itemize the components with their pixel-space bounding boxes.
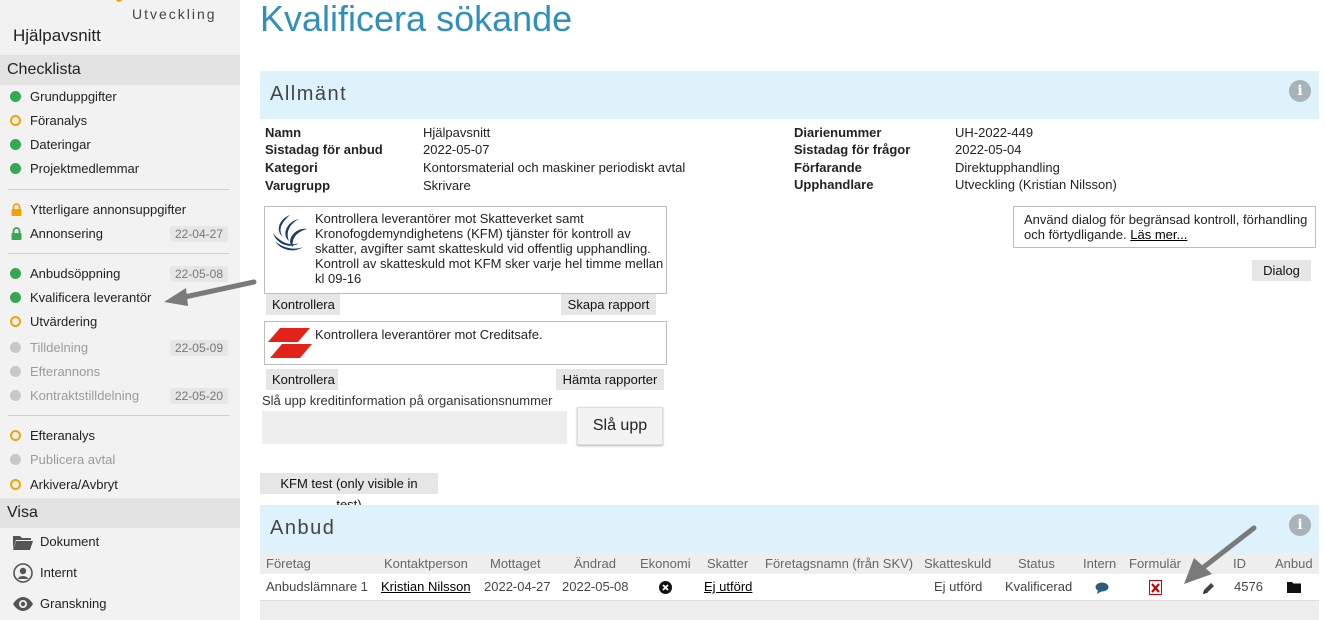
checklist-item-tilldelning[interactable]: Tilldelning 22-05-09	[10, 337, 228, 359]
checklist-item-kvalificera-leverantor[interactable]: Kvalificera leverantör	[10, 287, 228, 309]
checklist-item-annonsering[interactable]: Annonsering 22-04-27	[10, 223, 228, 245]
divider	[8, 415, 229, 416]
column-header[interactable]: Ekonomi	[640, 556, 691, 571]
cell-company: Anbudslämnare 1	[266, 579, 368, 594]
brand-label: Utveckling	[132, 6, 217, 22]
status-done-icon	[10, 268, 21, 279]
general-info-left: Namn Hjälpavsnitt Sistadag för anbud 2022-05-07 Kategori Kontorsmaterial och maskiner periodiskt avtal Varugrupp Skrivare	[265, 125, 686, 193]
date-badge: 22-05-09	[170, 340, 228, 356]
kfm-test-button[interactable]: KFM test (only visible in	[260, 473, 438, 494]
checklist-item-publicera-avtal[interactable]: Publicera avtal	[10, 449, 228, 471]
taxes-link[interactable]: Ej utförd	[704, 579, 753, 594]
column-header[interactable]: Företagsnamn (från SKV)	[765, 556, 914, 571]
checklist-item-dateringar[interactable]: Dateringar	[10, 134, 228, 156]
dialog-button[interactable]: Dialog	[1252, 260, 1311, 281]
info-icon[interactable]: i	[1289, 514, 1311, 536]
skatteverket-logo	[269, 211, 311, 253]
x-circle-icon[interactable]	[659, 581, 672, 594]
comment-icon[interactable]	[1095, 582, 1109, 594]
status-done-icon	[10, 91, 21, 102]
checklist-item-ytterligare-annonsuppgifter[interactable]: Ytterligare annonsuppgifter	[10, 199, 228, 221]
user-icon	[12, 563, 34, 583]
date-badge: 22-05-20	[170, 388, 228, 404]
checklist-item-grunduppgifter[interactable]: Grunduppgifter	[10, 86, 228, 108]
general-panel-header	[260, 71, 1319, 119]
status-disabled-icon	[10, 342, 21, 353]
checklist-item-projektmedlemmar[interactable]: Projektmedlemmar	[10, 158, 228, 180]
date-badge: 22-04-27	[170, 226, 228, 242]
status-done-icon	[10, 139, 21, 150]
column-header[interactable]: Företag	[266, 556, 311, 571]
creditsafe-check-button[interactable]: Kontrollera	[266, 369, 338, 390]
bids-table-header	[260, 553, 1319, 574]
column-header[interactable]: ID	[1233, 556, 1246, 571]
fetch-reports-button[interactable]: Hämta rapporter	[556, 369, 664, 390]
status-badge: Kvalificerad	[1005, 579, 1073, 594]
column-header[interactable]: Kontaktperson	[384, 556, 468, 571]
sidebar	[0, 0, 240, 620]
status-done-icon	[10, 292, 21, 303]
annotation-arrow	[160, 276, 260, 306]
status-pending-icon	[10, 115, 21, 126]
creditsafe-logo	[268, 326, 312, 360]
pdf-error-icon[interactable]	[1149, 580, 1162, 595]
checklist-item-efteranalys[interactable]: Efteranalys	[10, 425, 228, 447]
checklist-item-foranalys[interactable]: Föranalys	[10, 110, 228, 132]
status-disabled-icon	[10, 366, 21, 377]
skv-check-button[interactable]: Kontrollera	[266, 294, 340, 315]
status-done-icon	[10, 163, 21, 174]
status-pending-icon	[10, 316, 21, 327]
checklist-item-anbudsoppning[interactable]: Anbudsöppning 22-05-08	[10, 263, 228, 285]
creditsafe-description: Kontrollera leverantörer mot Creditsafe.	[315, 327, 543, 342]
visa-item-dokument[interactable]: Dokument	[12, 529, 232, 555]
table-footer	[260, 601, 1319, 620]
project-name: Hjälpavsnitt	[13, 26, 101, 45]
column-header[interactable]: Formulär	[1129, 556, 1182, 571]
column-header[interactable]: Skatter	[707, 556, 749, 571]
visa-header: Visa	[0, 498, 240, 528]
general-panel-title: Allmänt	[270, 83, 348, 105]
divider	[8, 253, 229, 254]
status-pending-icon	[10, 430, 21, 441]
column-header[interactable]: Mottaget	[490, 556, 541, 571]
lookup-label: Slå upp kreditinformation på organisationsnummer	[262, 393, 553, 408]
cell-received: 2022-04-27	[484, 579, 551, 594]
date-badge: 22-05-08	[170, 266, 228, 282]
info-icon[interactable]: i	[1289, 80, 1311, 102]
general-info-right: Diarienummer UH-2022-449 Sistadag för frågor 2022-05-04 Förfarande Direktupphandling Upphandlare Utveckling (Kristian Nilsson)	[794, 125, 1117, 192]
column-header[interactable]: Skatteskuld	[924, 556, 992, 571]
bids-panel-title: Anbud	[270, 517, 336, 539]
annotation-arrow	[1180, 522, 1260, 586]
status-disabled-icon	[10, 454, 21, 465]
visa-item-granskning[interactable]: Granskning	[12, 591, 232, 617]
page-title: Kvalificera sökande	[260, 0, 573, 39]
checklist-item-efterannons[interactable]: Efterannons	[10, 361, 228, 383]
contact-link[interactable]: Kristian Nilsson	[381, 579, 471, 594]
lock-icon	[11, 203, 22, 216]
skv-check-box	[264, 206, 667, 294]
create-report-button[interactable]: Skapa rapport	[561, 294, 656, 315]
org-number-input[interactable]	[262, 411, 567, 444]
dialog-description: Använd dialog för begränsad kontroll, förhandling och förtydligande.	[1024, 212, 1308, 242]
lock-icon	[11, 227, 22, 240]
read-more-link[interactable]: Läs mer...	[1130, 227, 1188, 242]
column-header[interactable]: Intern	[1083, 556, 1117, 571]
creditsafe-check-box	[264, 321, 667, 365]
status-disabled-icon	[10, 390, 21, 401]
bids-panel-header	[260, 505, 1319, 553]
status-pending-icon	[10, 479, 21, 490]
eye-icon	[12, 594, 34, 614]
column-header[interactable]: Ändrad	[574, 556, 616, 571]
dialog-info-box	[1013, 206, 1316, 248]
checklist-header: Checklista	[0, 55, 240, 85]
checklist-item-kontraktstilldelning[interactable]: Kontraktstilldelning 22-05-20	[10, 385, 228, 407]
cell-changed: 2022-05-08	[562, 579, 629, 594]
visa-item-internt[interactable]: Internt	[12, 560, 232, 586]
table-row[interactable]	[260, 574, 1319, 601]
column-header[interactable]: Anbud	[1275, 556, 1313, 571]
cell-tax-debt: Ej utförd	[934, 579, 983, 594]
skv-description: Kontrollera leverantörer mot Skatteverket samt Kronofogdemyndighetens (KFM) tjänster för kontroll av skatter, avgifter samt skatteskuld vid offentlig upphandling. Kontroll av skatteskuld mot KFM sker varje hel timme mellan kl 09-16	[315, 211, 664, 286]
logo-mark	[116, 0, 122, 2]
folder-icon	[12, 532, 34, 552]
lookup-button[interactable]: Slå upp	[577, 407, 663, 445]
divider	[8, 189, 229, 190]
cell-id: 4576	[1234, 579, 1263, 594]
checklist-item-utvardering[interactable]: Utvärdering	[10, 311, 228, 333]
checklist-item-arkivera-avbryt[interactable]: Arkivera/Avbryt	[10, 474, 228, 496]
folder-icon[interactable]	[1287, 581, 1301, 593]
column-header[interactable]: Status	[1018, 556, 1055, 571]
